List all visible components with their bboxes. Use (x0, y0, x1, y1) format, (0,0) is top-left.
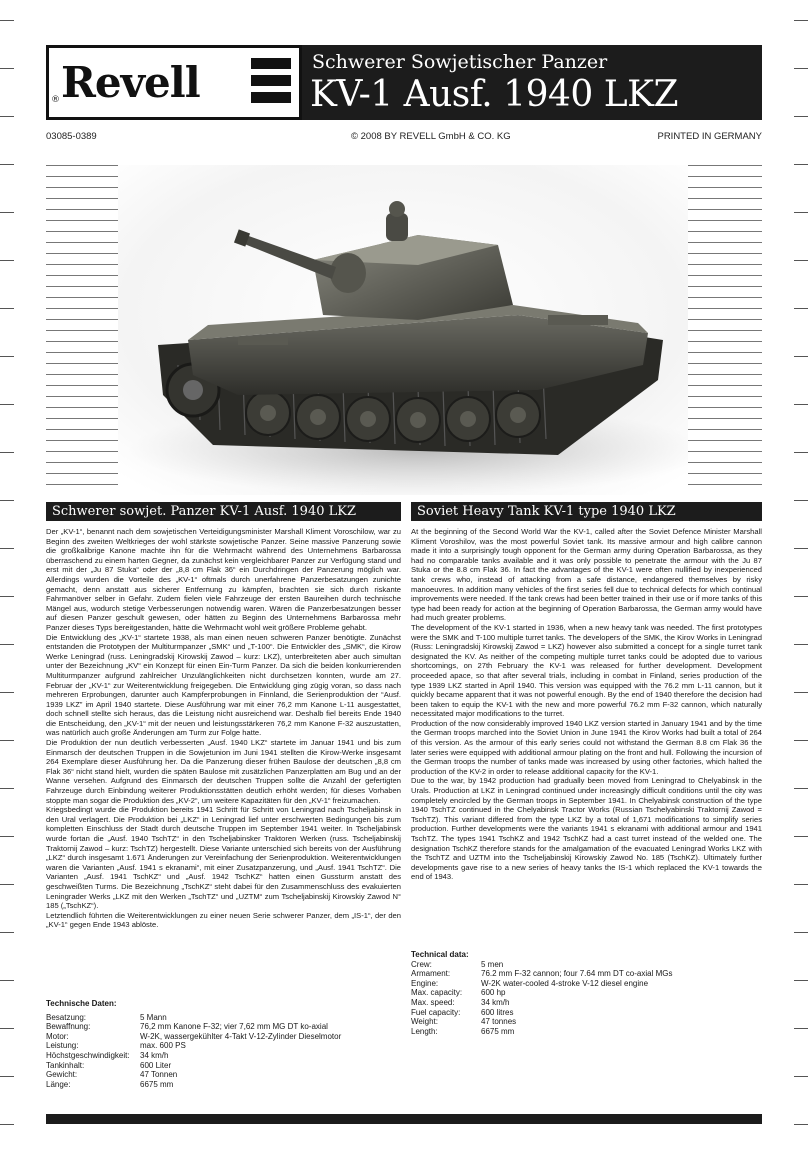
margin-line (794, 260, 808, 261)
margin-line (0, 1124, 14, 1125)
left-margin-lines (0, 0, 14, 1172)
margin-line (794, 20, 808, 21)
english-paragraph: Production of the now considerably improved 1940 LKZ version started in January 1941 and by the time the German troops marched into the Soviet Union in June 1941 the Kirov Works had built a total of 264 of this version. As the armour of this early series could not withstand the German 8.8 cm Flak 36 the later series were equipped with additional armour plating on the front and hull. Following the incursion of the German troops the number of tanks made was increased by using other factories, which halted the production of the KV-2 in order to release additional capacity for the KV-1. (411, 718, 762, 776)
margin-line (794, 596, 808, 597)
spec-row (411, 1008, 762, 1018)
margin-line (794, 404, 808, 405)
meta-line (46, 131, 762, 143)
logo-text: Revell (61, 58, 200, 107)
spec-row (46, 1032, 401, 1042)
spec-row (46, 1013, 401, 1023)
spec-value: 6675 mm (140, 1079, 174, 1089)
german-paragraph: Die Produktion der nun deutlich verbesserten „Ausf. 1940 LKZ“ startete im Januar 1941 und bis zum Einmarsch der deutschen Truppen in die Sowjetunion im Juni 1941 stellten die Kirow-Werke insgesamt 264 Exemplare dieser Ausführung her. Da die Panzerung dieser frühen Baulose der deutschen „8,8 cm Flak 36“ nicht stand hielt, wurden die späten Baulose mit zusätzlichen Panzerplatten am Bug und an der Wanne versehen. Aufgrund des Einmarsch der deutschen Truppen sollte die Anzahl der gefertigten Fahrzeuge durch Einbindung weiterer Produktionsstätten deutlich erhöht werden; für dieses Vorhaben stoppte man sogar die Produktion des „KV-2“, um weitere Kapazitäten für den „KV-1“ freizumachen. (46, 738, 401, 805)
margin-line (0, 1028, 14, 1029)
spec-key: Armament: (411, 969, 451, 979)
spec-row (46, 1061, 401, 1071)
margin-line (0, 980, 14, 981)
spec-key: Länge: (46, 1079, 71, 1089)
margin-line (0, 404, 14, 405)
margin-line (794, 692, 808, 693)
spec-row (411, 998, 762, 1008)
english-spec-table (411, 950, 762, 1036)
spec-key: Besatzung: (46, 1012, 87, 1022)
margin-line (794, 1028, 808, 1029)
header (46, 45, 762, 120)
german-paragraph: Letztendlich führten die Weiterentwicklungen zu einer neuen Serie schwerer Panzer, dem „IS-1“, der den „KV-1“ gegen Ende 1943 ablöste. (46, 910, 401, 930)
margin-line (0, 20, 14, 21)
spec-row (46, 1051, 401, 1061)
spec-value: 600 litres (481, 1007, 514, 1017)
german-section-heading: Schwerer sowjet. Panzer KV-1 Ausf. 1940 LKZ (46, 502, 401, 521)
margin-line (794, 548, 808, 549)
margin-line (794, 452, 808, 453)
margin-line (0, 836, 14, 837)
spec-row (411, 969, 762, 979)
margin-line (0, 596, 14, 597)
english-paragraph: At the beginning of the Second World War the KV-1, called after the Soviet Defence Minister Marshall Kliment Voroshilov, was the most powerful Soviet tank. Its massive armour and high calibre cannon made it into a surprisingly tough opponent for the German army during Operation Barbarossa, as they had no comparable tanks available and it was only possible to penetrate the armour with the Ju 87 Stuka or the 8.8 cm Flak 36. In fact the advantages of the KV-1 were often nullified by inexperienced tank crews who, instead of attacking from a safe distance, endangered themselves by risky manoeuvres. In addition many vehicles of the first series fell due to technical defects for which continual improvements were needed. If the tank crews had been better trained in their use or if more tanks of this type had been ready for action at the beginning of Operation Barbarossa, the German army would have had much greater problems. (411, 527, 762, 623)
margin-line (0, 68, 14, 69)
spec-value: 5 Mann (140, 1012, 167, 1022)
spec-key: Max. speed: (411, 997, 455, 1007)
english-paragraph: Due to the war, by 1942 production had gradually been moved from Leningrad to Chelyabinsk in the Urals. Production at LKZ in Leningrad continued under increasingly difficult conditions until the city was completely encircled by the German troops in September 1941. In Chelyabinsk construction of the type 1940 TschTZ continued in the Chelyabinsk Tractor Works (Russian Tschelyabinski Traktornij Zawod = TschTZ). This variant differed from the type LKZ by a total of 1,671 modifications to simplify series production. Further developments were the variants 1941 s ekranami with additional armour and 1941 TschTZ. The types 1941 TschKZ and 1942 TschKZ had a cast turret instead of the welded one. The designation TschKZ therefore stands for the amalgamation of the evacuated Leningrad Works LKZ with the TschTZ and UZTM into the Tscheljabinskij Kirowskiy Zawod No. 185 (TschKZ). Ultimately further developments gave rise to a new series of heavy tanks the IS-1 which replaced the KV-1 towards the end of 1943. (411, 776, 762, 882)
right-margin-lines (794, 0, 808, 1172)
spec-row (411, 1017, 762, 1027)
spec-key: Crew: (411, 959, 432, 969)
spec-value: 47 tonnes (481, 1017, 517, 1027)
spec-row (411, 988, 762, 998)
spec-value: 76,2 mm Kanone F-32; vier 7,62 mm MG DT ko-axial (140, 1022, 328, 1032)
margin-line (794, 164, 808, 165)
margin-line (0, 164, 14, 165)
margin-line (794, 740, 808, 741)
margin-line (0, 212, 14, 213)
german-spec-title: Technische Daten: (46, 999, 117, 1008)
spec-value: max. 600 PS (140, 1041, 186, 1051)
margin-line (794, 1076, 808, 1077)
margin-line (0, 500, 14, 501)
margin-line (794, 308, 808, 309)
margin-line (794, 116, 808, 117)
margin-line (0, 308, 14, 309)
tank-photo (118, 165, 688, 495)
spec-key: Bewaffnung: (46, 1022, 91, 1032)
german-paragraph: Die Entwicklung des „KV-1“ startete 1938, als man einen neuen schweren Panzer benötigte. Zunächst entstanden die Prototypen der Multiturmpanzer „SMK“ und „T-100“. Die Entwickler des „SMK“, die Kirow Werke Leningrad (russ. Leningradskij Kirowskij Zawod – kurz: LKZ), unterbreiteten aber auch simultan unter der Bezeichnung „KV“ ein Konzept für einen Ein-Turm Panzer. Da sich die beiden konkurrierenden Multiturmpanzer aufgrund zahlreicher Unzulänglichkeiten nicht durchsetzen konnten, wurde am 27. Februar der „KV-1“ zur Weiterentwicklung freigegeben. Die Entwicklung ging zügig voran, so dass nach mehreren Erprobungen, darunter auch Kampferprobungen in Finnland, die Serienproduktion der “Ausf. 1939 LKZ” im April 1940 startete. Diese Ausführung war mit einer 76,2 mm Kanone L-11 ausgestattet, doch schnell stellte sich heraus, das die Leistung nicht ausreichend war. Deshalb fiel bereits Ende 1940 die Entscheidung, den „KV-1“ mit der neuen und leistungsstärkeren 76,2 mm Kanone F-32 auszustatten, was natürlich auch große Änderungen am Turm zur Folge hatte. (46, 632, 401, 738)
spec-row (46, 1041, 401, 1051)
spec-row (46, 1022, 401, 1032)
german-paragraph: Der „KV-1“, benannt nach dem sowjetischen Verteidigungsminister Marshall Kliment Voroschilow, war zu Beginn des zweiten Weltkrieges der wohl stärkste sowjetische Panzer. Seine massive Panzerung sowie die großkalibrige Kanone machte ihn für die Wehrmacht während des Unternehmens Barbarossa überraschend zu einem harten Gegner, da zunächst kein vergleichbarer Panzer zur Verfügung stand und erst mit der „Ju 87 Stuka“ oder der „8,8 cm Flak 36“ ein Durchdringen der Panzerung möglich war. Allerdings wurden die Vorteile des „KV-1“ oftmals durch unerfahrene Panzerbesatzungen zunichte gemacht, denn anstatt aus sicherer Entfernung zu kämpfen, brachten sie sich durch riskante Fahrmanöver selber in Gefahr. Zudem fielen viele Fahrzeuge der ersten Baureihen durch technische Mängel aus, wodurch stetige Verbesserungen notwendig waren. Wären die Panzerbesatzungen besser auf diesen Panzer geschult gewesen, oder hätten zu Beginn des Unternehmens Barbarossa mehr Panzer dieses Typs bereitgestanden, hätte die Wehrmacht wohl weit größere Probleme gehabt. (46, 527, 401, 632)
german-text-column (46, 527, 401, 930)
spec-key: Fuel capacity: (411, 1007, 461, 1017)
german-spec-table (46, 999, 401, 1089)
spec-value: 34 km/h (481, 997, 510, 1007)
margin-line (0, 116, 14, 117)
spec-value: 600 hp (481, 988, 506, 998)
margin-line (0, 932, 14, 933)
spec-value: 6675 mm (481, 1026, 515, 1036)
margin-line (0, 356, 14, 357)
spec-value: W-2K, wassergekühlter 4-Takt V-12-Zylinder Dieselmotor (140, 1031, 342, 1041)
article-code: 03085-0389 (46, 131, 97, 142)
spec-key: Engine: (411, 978, 439, 988)
margin-line (0, 260, 14, 261)
spec-value: 600 Liter (140, 1060, 172, 1070)
spec-value: 47 Tonnen (140, 1070, 178, 1080)
german-paragraph: Kriegsbedingt wurde die Produktion bereits 1941 Schritt für Schritt von Leningrad nach Tscheljabinsk in den Ural verlagert. Die Produktion bei „LKZ“ in Leningrad lief unter erschwerten Bedingungen bis zum kompletten Einschluss der Stadt durch deutsche Truppen im September 1941 weiter. In Tscheljabinsk wurde fortan die „Ausf. 1940 TschTZ“ in den Tscheljabinsker Traktoren Werken (russ. Tscheljabinskij Traktornij Zawod – kurz: TschTZ) hergestellt. Diese Variante unterschied sich bereits von der Ausführung „LKZ“ durch insgesamt 1.671 Änderungen zur Vereinfachung der Serienproduktion. Weiterentwicklungen waren die Varianten „Ausf. 1941 s ekranami“, mit einer Zusatzpanzerung, und „Ausf. 1941 TschTZ“. Die Varianten „Ausf. 1941 TschKZ“ und „Ausf. 1942 TschKZ“ hatten einen Gussturm anstatt des geschweißten Turms. Die Bezeichnung „TschKZ“ steht dabei für den Zusammenschluss des evakuierten Leningrader Werks „LKZ mit den Werken „TschTZ“ und „UZTM“ zum Tscheljabinskij Kirowskiy Zawod N° 185 („TschKZ“). (46, 805, 401, 911)
spec-value: 34 km/h (140, 1050, 169, 1060)
spec-value: W-2K water-cooled 4-stroke V-12 diesel engine (481, 978, 649, 988)
margin-line (794, 980, 808, 981)
spec-key: Max. capacity: (411, 988, 463, 998)
spec-key: Weight: (411, 1017, 438, 1027)
margin-line (794, 836, 808, 837)
margin-line (794, 932, 808, 933)
margin-line (0, 644, 14, 645)
page-subtitle: Schwerer Sowjetischer Panzer (312, 51, 608, 73)
margin-line (794, 500, 808, 501)
english-text-column (411, 527, 762, 882)
english-section-heading: Soviet Heavy Tank KV-1 type 1940 LKZ (411, 502, 762, 521)
spec-key: Leistung: (46, 1041, 79, 1051)
spec-row (411, 960, 762, 970)
margin-line (794, 1124, 808, 1125)
margin-line (794, 884, 808, 885)
english-spec-title: Technical data: (411, 950, 469, 959)
spec-key: Gewicht: (46, 1070, 78, 1080)
margin-line (0, 1076, 14, 1077)
spec-row (46, 1070, 401, 1080)
margin-line (794, 356, 808, 357)
revell-logo (46, 45, 302, 120)
spec-key: Höchstgeschwindigkeit: (46, 1050, 130, 1060)
margin-line (0, 548, 14, 549)
spec-key: Length: (411, 1026, 438, 1036)
spec-row (411, 979, 762, 989)
spec-value: 5 men (481, 959, 504, 969)
registered-mark: ® (51, 95, 60, 105)
title-bar (302, 45, 762, 120)
margin-line (0, 692, 14, 693)
spec-value: 76.2 mm F-32 cannon; four 7.64 mm DT co-axial MGs (481, 969, 673, 979)
spec-row (411, 1027, 762, 1037)
margin-line (794, 788, 808, 789)
tank-illustration (118, 165, 688, 495)
bottom-bar (46, 1114, 762, 1124)
page-title: KV-1 Ausf. 1940 LKZ (310, 74, 679, 115)
english-paragraph: The development of the KV-1 started in 1936, when a new heavy tank was needed. The first prototypes were the SMK and T-100 multiple turret tanks. The developers of the SMK, the Kirov Works in Leningrad (Russ: Leningradskij Kirowskij Zawod = LKZ) however also submitted a concept for a single turret tank designated the KV. As neither of the competing multiple turret tanks could be adopted due to various shortcomings, on 27th February the KV-1 was released for further development. Development proceeded apace, so that after several trials, including in combat in Finland, series production of the type 1939 LKZ started in April 1940. This version was equipped with the 76.2 mm L-11 cannon, but it quickly became apparent that it was not powerful enough. By the end of 1940 therefore the decision had been taken to equip the KV-1 with the new and more powerful 76.2 mm F-32 cannon, which naturally necessitated major modifications to the turret. (411, 622, 762, 719)
spec-key: Motor: (46, 1031, 69, 1041)
spec-row (46, 1080, 401, 1090)
margin-line (794, 68, 808, 69)
margin-line (0, 788, 14, 789)
copyright: © 2008 BY REVELL GmbH & CO. KG (351, 131, 511, 142)
margin-line (794, 644, 808, 645)
margin-line (0, 452, 14, 453)
margin-line (0, 884, 14, 885)
printed-in: PRINTED IN GERMANY (657, 131, 762, 142)
logo-bars (251, 58, 291, 109)
margin-line (0, 740, 14, 741)
margin-line (794, 212, 808, 213)
spec-key: Tankinhalt: (46, 1060, 85, 1070)
